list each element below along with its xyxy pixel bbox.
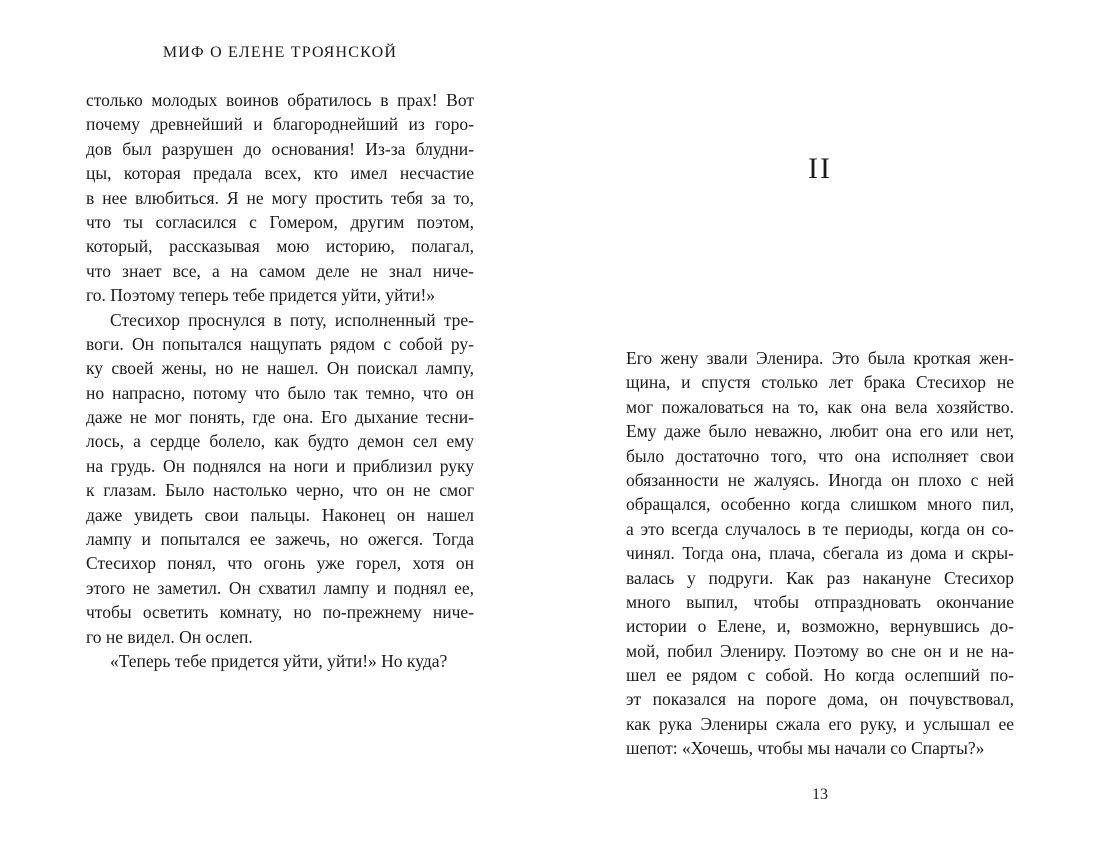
text-line: лампу и попытался ее зажечь, но ожегся. Тогда — [86, 529, 474, 550]
text-line: Ему даже было неважно, любит она его или нет, — [626, 421, 1014, 442]
text-line: дов был разрушен до основания! Из-за блудни- — [86, 138, 474, 159]
text-line: го. Поэтому теперь тебе придется уйти, уйти!» — [86, 285, 436, 306]
text-line: на грудь. Он поднялся на ноги и приблизил руку — [86, 455, 474, 476]
text-line: валась у подруги. Как раз накануне Стесихор — [626, 567, 1014, 588]
text-line: в нее влюбиться. Я не могу простить тебя за то, — [86, 187, 474, 208]
text-line: Его жену звали Эленира. Это была кроткая жен- — [626, 348, 1014, 368]
text-line: даже увидеть свои пальцы. Наконец он нашел — [86, 504, 474, 525]
text-line: почему древнейший и благороднейший из горо- — [86, 114, 474, 135]
text-line: чинял. Тогда она, плача, сбегала из дома и скры- — [626, 543, 1014, 564]
text-line: Стесихор проснулся в поту, исполненный тре- — [110, 309, 474, 330]
text-line: го не видел. Он ослеп. — [86, 626, 253, 647]
right-page — [550, 0, 1100, 861]
text-line: обращался, особенно когда слишком много пил, — [626, 494, 1014, 515]
text-line: этого не заметил. Он схватил лампу и поднял ее, — [86, 577, 474, 598]
text-line: даже не мог понять, где она. Его дыхание тесни- — [86, 407, 474, 428]
text-line: что ты согласился с Гомером, другим поэтом, — [86, 211, 474, 232]
text-line: шел ее рядом с собой. Но когда ослепший по- — [626, 665, 1014, 686]
text-line: Стесихор понял, что огонь уже горел, хотя он — [86, 553, 474, 574]
text-line: «Теперь тебе придется уйти, уйти!» Но куда? — [110, 650, 448, 671]
text-line: но напрасно, потому что было так темно, что он — [86, 382, 474, 403]
text-line: обязанности не жалуясь. Иногда он плохо с ней — [626, 469, 1014, 490]
text-line: к глазам. Было настолько черно, что он не смог — [86, 480, 474, 501]
text-line: чтобы осветить комнату, но по-прежнему ниче- — [86, 602, 474, 623]
text-line: воги. Он попытался нащупать рядом с собой ру- — [86, 333, 474, 354]
text-line: шепот: «Хочешь, чтобы мы начали со Спарты?» — [626, 738, 985, 759]
chapter-number: II — [808, 152, 832, 185]
text-line: столько молодых воинов обратилось в прах! Вот — [86, 90, 474, 110]
text-line: ку своей жены, но не нашел. Он поискал лампу, — [86, 358, 474, 379]
text-line: мой, побил Элениру. Поэтому во сне он и не на- — [626, 640, 1014, 661]
text-line: эт показался на пороге дома, он почувствовал, — [626, 689, 1014, 710]
text-line: лось, а сердце болело, как будто демон сел ему — [86, 431, 474, 452]
text-line: щина, и спустя столько лет брака Стесихор не — [626, 372, 1014, 393]
text-line: цы, которая предала всех, кто имел несчастие — [86, 163, 474, 184]
page-number: 13 — [812, 786, 828, 803]
left-body-text — [86, 88, 474, 673]
text-line: много выпил, чтобы отпраздновать окончание — [626, 591, 1014, 612]
text-line: было достаточно того, что она исполняет свои — [626, 445, 1014, 466]
text-line: который, рассказывая мою историю, полагал, — [86, 236, 474, 257]
text-line: как рука Элениры сжала его руку, и услышал ее — [626, 713, 1014, 734]
text-line: мог пожаловаться на то, как она вела хозяйство. — [626, 396, 1014, 417]
text-line: истории о Елене, и, возможно, вернувшись до- — [626, 616, 1014, 637]
right-body-text — [626, 346, 1014, 761]
running-head: МИФ О ЕЛЕНЕ ТРОЯНСКОЙ — [162, 44, 398, 61]
text-line: что знает все, а на самом деле не знал ниче- — [86, 260, 474, 281]
text-line: а это всегда случалось в те периоды, когда он со- — [626, 518, 1014, 539]
